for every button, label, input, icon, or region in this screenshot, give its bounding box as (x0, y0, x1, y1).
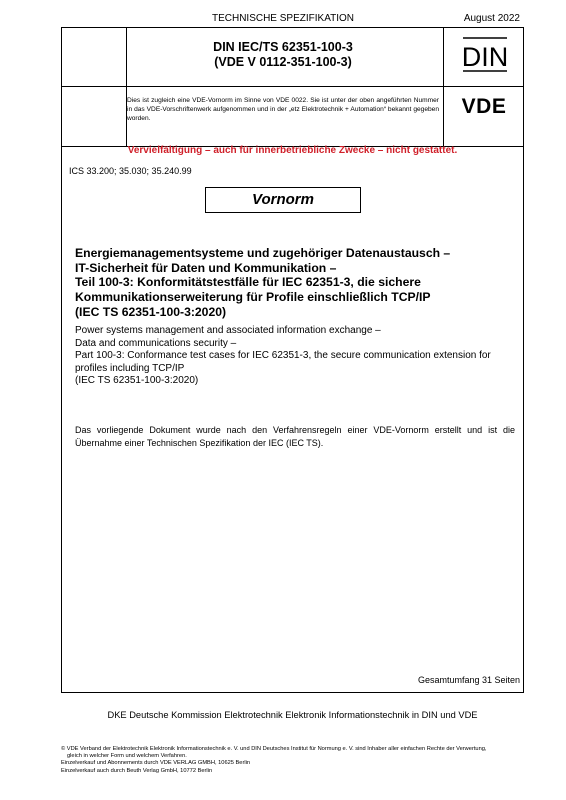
standard-number-block (127, 40, 439, 70)
footer-line: Einzelverkauf auch durch Beuth Verlag GmbH, 10772 Berlin (61, 767, 213, 774)
title-de-line: Teil 100-3: Konformitätstestfälle für IEC 62351-3, die sichere (75, 275, 421, 290)
din-logo (460, 36, 510, 76)
copyright-footer (61, 746, 531, 775)
footer-line: gleich in welcher Form und welchem Verfahren. (67, 753, 187, 760)
title-de-line: Kommunikationserweiterung für Profile einschließlich TCP/IP (75, 290, 431, 305)
title-de-line: Energiemanagementsysteme und zugehöriger Datenaustausch – (75, 246, 451, 260)
procedure-note: Das vorliegende Dokument wurde nach den Verfahrensregeln einer VDE-Vornorm erstellt und ist die Übernahme einer Technischen Spezifikation der IEC (IEC TS). (75, 425, 515, 448)
title-german (75, 246, 515, 320)
title-en-line: profiles including TCP/IP (75, 362, 185, 374)
document-type-label: TECHNISCHE SPEZIFIKATION (211, 13, 355, 24)
footer-line: © VDE Verband der Elektrotechnik Elektronik Informationstechnik e. V. und DIN Deutsches Institut für Normung e. V. sind Inhaber aller einfachen Rechte der Verwertung, (61, 746, 487, 752)
vde-logo: VDE (461, 95, 507, 118)
publication-date: August 2022 (463, 13, 520, 24)
title-en-line: Part 100-3: Conformance test cases for IEC 62351-3, the secure communication extension for (75, 350, 491, 361)
vde-note: Dies ist zugleich eine VDE-Vornorm im Sinne von VDE 0022. Sie ist unter der oben angeführten Nummer in das VDE-Vorschriftenwerk aufgenommen und in der „etz Elektrotechnik + Automation“ bekannt gegeben worden. (127, 97, 439, 122)
vde-number: (VDE V 0112-351-100-3) (214, 55, 352, 69)
total-pages: Gesamtumfang 31 Seiten (417, 675, 520, 685)
ics-codes: ICS 33.200; 35.030; 35.240.99 (69, 166, 192, 176)
standard-number: DIN IEC/TS 62351-100-3 (213, 40, 353, 54)
title-en-line: Data and communications security – (75, 337, 237, 349)
title-de-line: (IEC TS 62351-100-3:2020) (75, 304, 227, 319)
reproduction-warning: Vervielfältigung – auch für innerbetriebliche Zwecke – nicht gestattet. (127, 145, 458, 156)
title-english (75, 325, 515, 388)
footer-line: Einzelverkauf und Abonnements durch VDE VERLAG GMBH, 10625 Berlin (61, 760, 251, 767)
din-logo-text: DIN (461, 42, 509, 72)
title-de-line: IT-Sicherheit für Daten und Kommunikation – (75, 260, 337, 275)
title-en-line: (IEC TS 62351-100-3:2020) (75, 375, 199, 386)
title-en-line: Power systems management and associated information exchange – (75, 325, 381, 336)
dke-line: DKE Deutsche Kommission Elektrotechnik Elektronik Informationstechnik in DIN und VDE (107, 710, 478, 720)
status-box: Vornorm (205, 187, 361, 213)
